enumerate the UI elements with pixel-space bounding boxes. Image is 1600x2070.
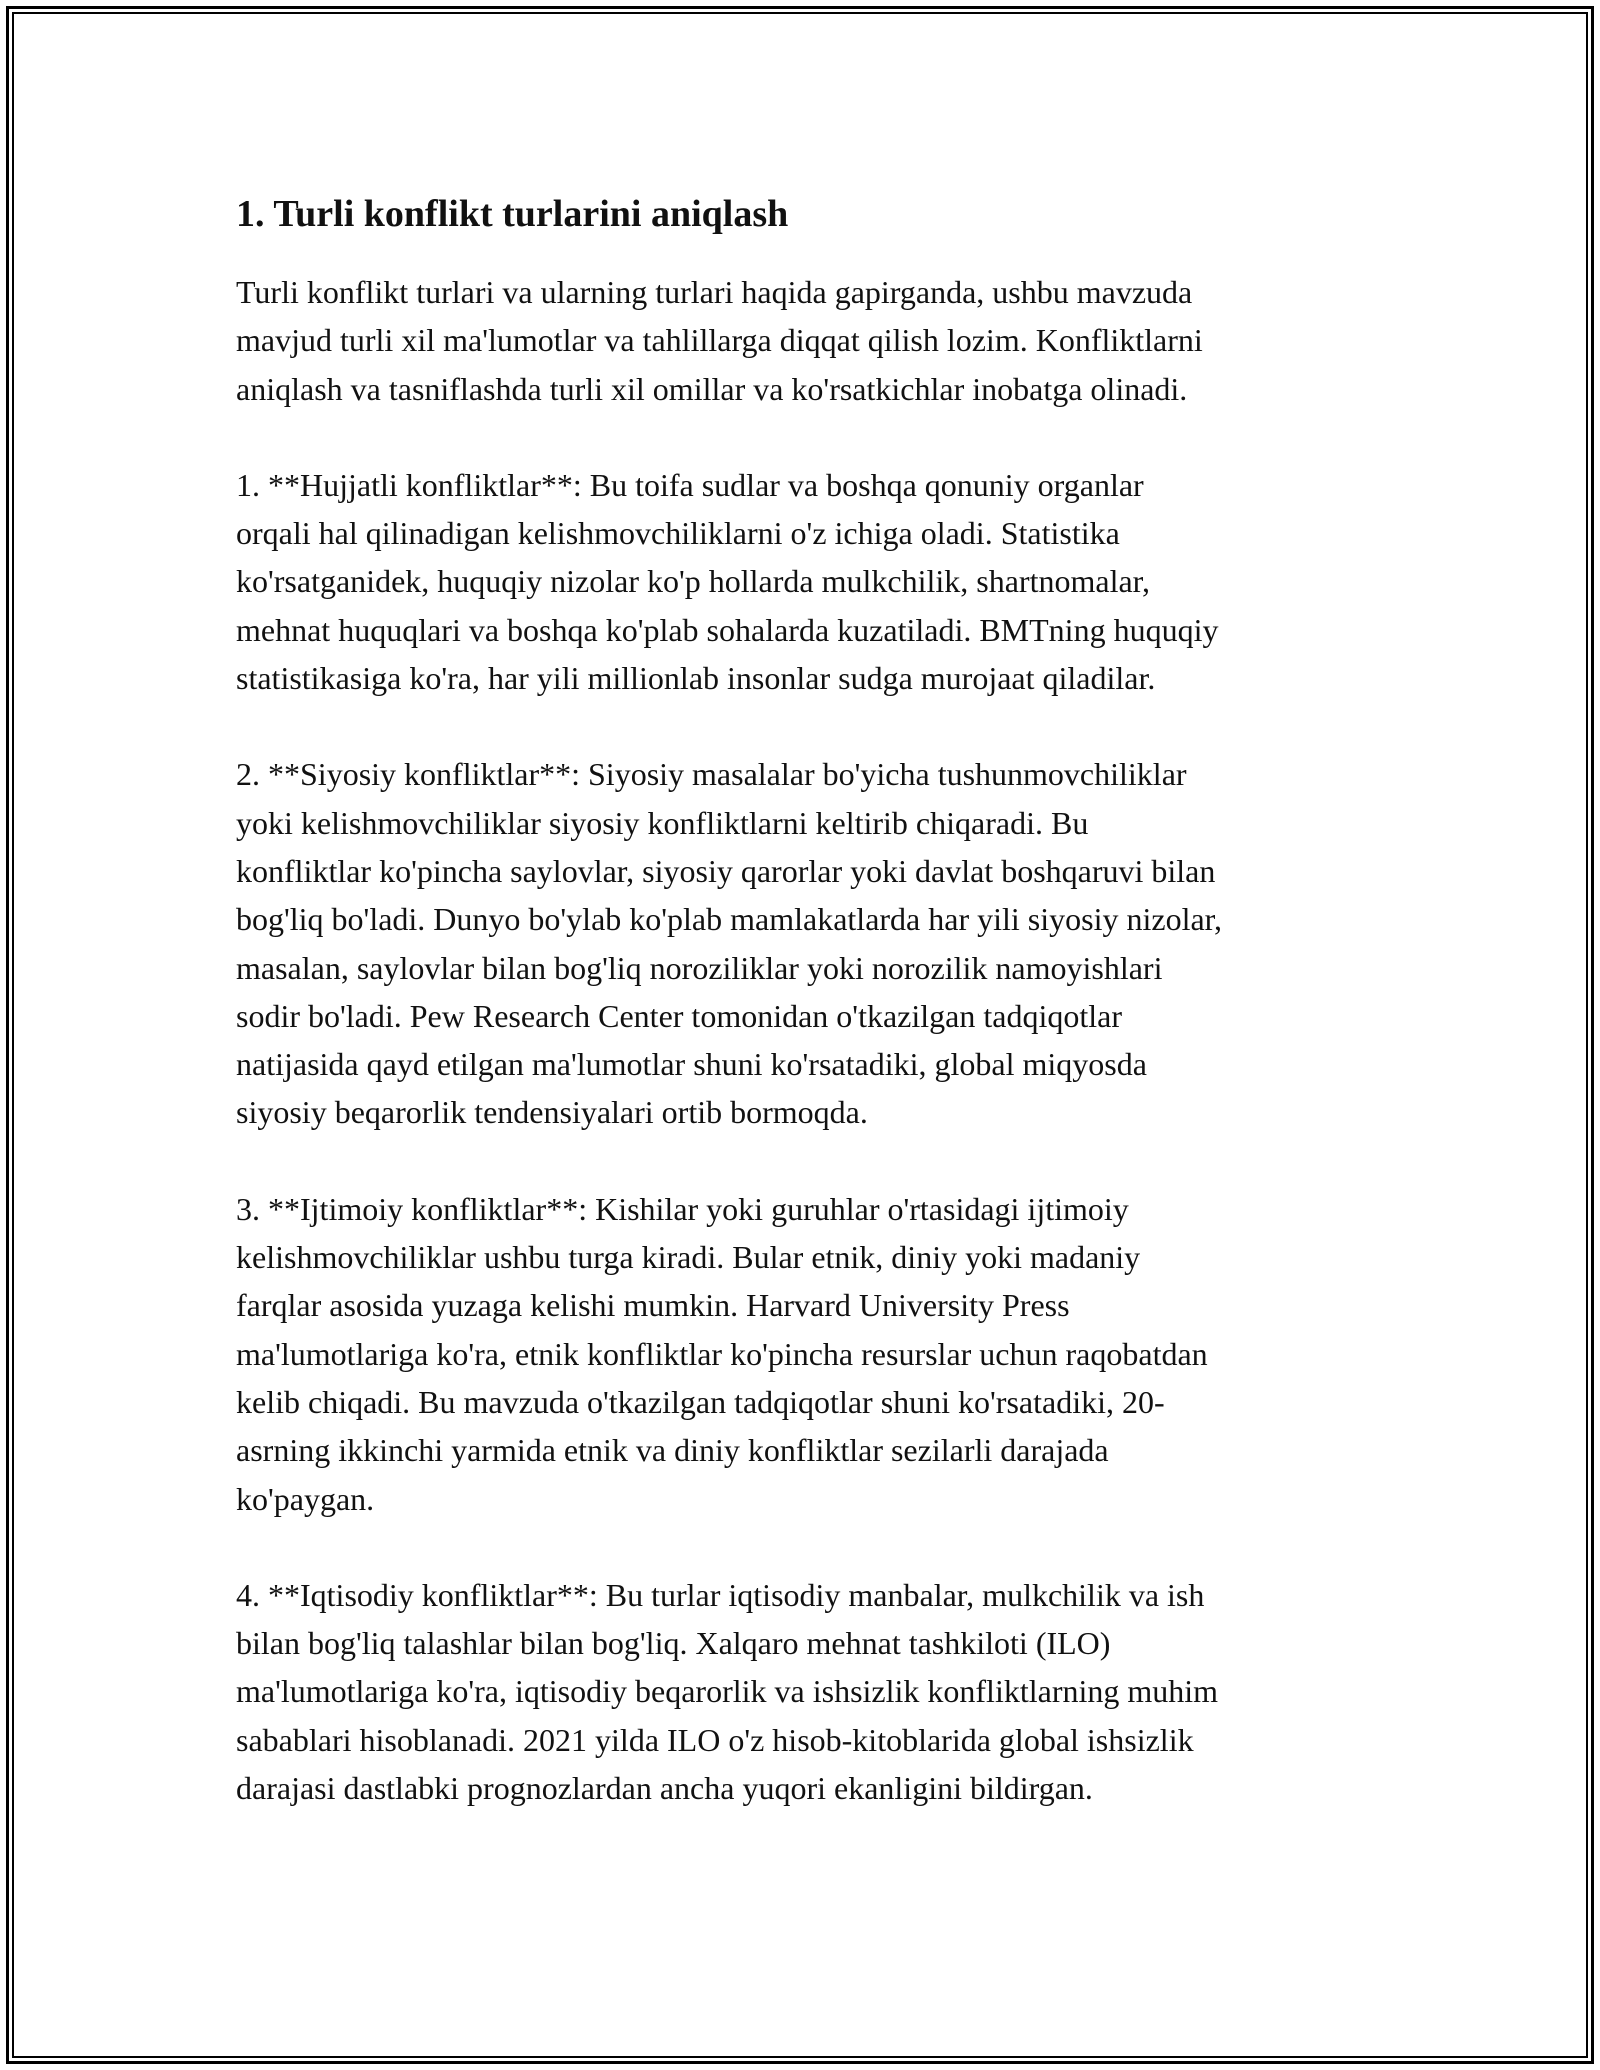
document-page: [236, 186, 1376, 1860]
section-title: 1. Turli konflikt turlarini aniqlash: [236, 193, 789, 235]
paragraph-economic-conflicts: 4. **Iqtisodiy konfliktlar**: Bu turlar iqtisodiy manbalar, mulkchilik va ish bilan bog'liq talashlar bilan bog'liq. Xalqaro mehnat tashkiloti (ILO) ma'lumotlariga ko'ra, iqtisodiy beqarorlik va ishsizlik konfliktlarning muhim sabablari hisoblanadi. 2021 yilda ILO o'z hisob-kitoblarida global ishsizlik darajasi dastlabki prognozlardan ancha yuqori ekanligini bildirgan.: [236, 1576, 1219, 1807]
intro-paragraph: Turli konflikt turlari va ularning turlari haqida gapirganda, ushbu mavzuda mavjud turli xil ma'lumotlar va tahlillarga diqqat qilish lozim. Konfliktlarni aniqlash va tasniflashda turli xil omillar va ko'rsatkichlar inobatga olinadi.: [236, 274, 1203, 407]
paragraph-documented-conflicts: 1. **Hujjatli konfliktlar**: Bu toifa sudlar va boshqa qonuniy organlar orqali hal qilinadigan kelishmovchiliklarni o'z ichiga oladi. Statistika ko'rsatganidek, huquqiy nizolar ko'p hollarda mulkchilik, shartnomalar, mehnat huquqlari va boshqa ko'plab sohalarda kuzatiladi. BMTning huquqiy statistikasiga ko'ra, har yili millionlab insonlar sudga murojaat qiladilar.: [236, 466, 1219, 697]
paragraph-political-conflicts: 2. **Siyosiy konfliktlar**: Siyosiy masalalar bo'yicha tushunmovchiliklar yoki kelishmovchiliklar siyosiy konfliktlarni keltirib chiqaradi. Bu konfliktlar ko'pincha saylovlar, siyosiy qarorlar yoki davlat boshqaruvi bilan bog'liq bo'ladi. Dunyo bo'ylab ko'plab mamlakatlarda har yili siyosiy nizolar, masalan, saylovlar bilan bog'liq noroziliklar yoki norozilik namoyishlari sodir bo'ladi. Pew Research Center tomonidan o'tkazilgan tadqiqotlar natijasida qayd etilgan ma'lumotlar shuni ko'rsatadiki, global miqyosda siyosiy beqarorlik tendensiyalari ortib bormoqda.: [236, 756, 1223, 1131]
paragraph-social-conflicts: 3. **Ijtimoiy konfliktlar**: Kishilar yoki guruhlar o'rtasidagi ijtimoiy kelishmovchiliklar ushbu turga kiradi. Bular etnik, diniy yoki madaniy farqlar asosida yuzaga kelishi mumkin. Harvard University Press ma'lumotlariga ko'ra, etnik konfliktlar ko'pincha resurslar uchun raqobatdan kelib chiqadi. Bu mavzuda o'tkazilgan tadqiqotlar shuni ko'rsatadiki, 20- asrning ikkinchi yarmida etnik va diniy konfliktlar sezilarli darajada ko'paygan.: [236, 1190, 1208, 1517]
